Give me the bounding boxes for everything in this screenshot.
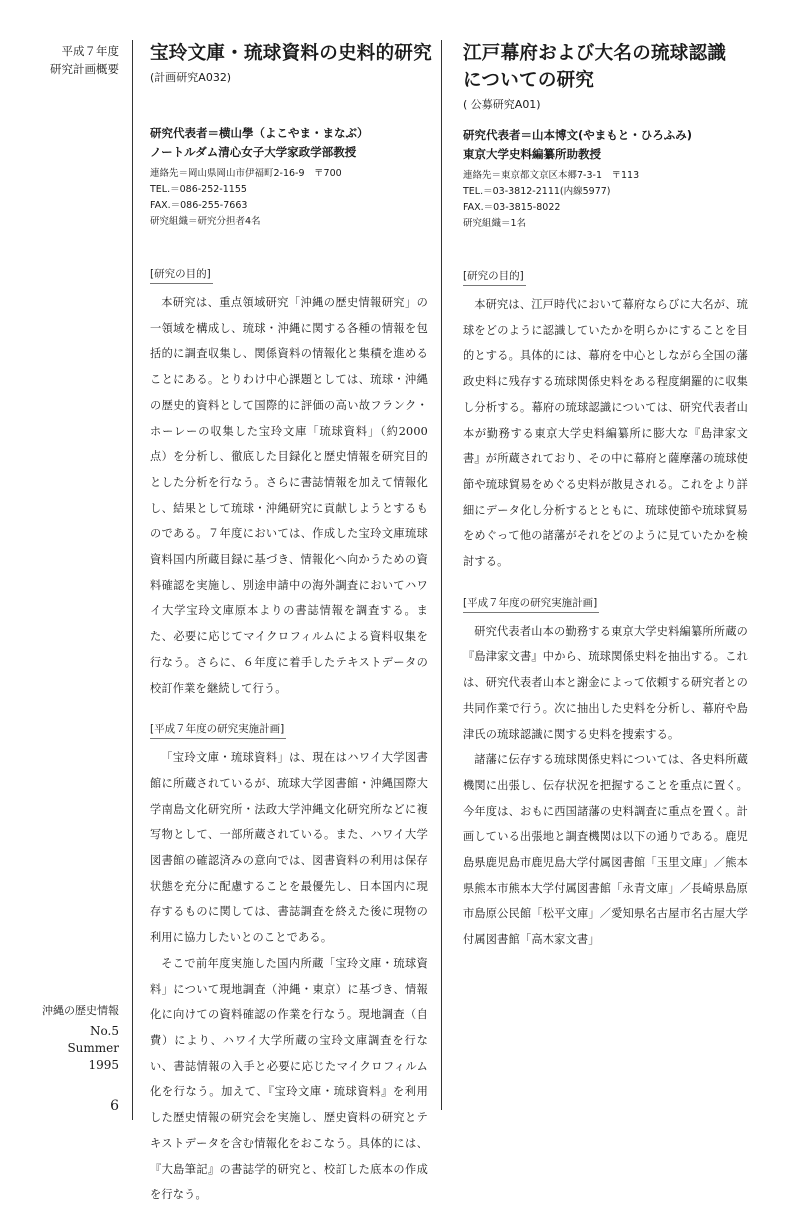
right-article-title [463, 40, 748, 94]
right-contact-address: 連絡先＝東京都文京区本郷7-3-1 〒113 [463, 170, 640, 181]
left-tel: TEL.＝086-252-1155 [150, 184, 247, 195]
issue-year: 1995 [88, 1058, 119, 1072]
left-contact-address: 連絡先＝岡山県岡山市伊福町2-16-9 〒700 [150, 168, 342, 179]
left-section-purpose-heading: [研究の目的] [150, 266, 213, 284]
sidebar-header-year: 平成７年度 [61, 44, 119, 58]
right-section-plan-para2: 諸藩に伝存する琉球関係史料については、各史料所蔵機関に出張し、伝存状況を把握することを重点に置く。今年度は、おもに西国諸藩の史料調査に重点を置く。計画している出張地と調査機関は以下の通りである。鹿児島県鹿児島市鹿児島大学付属図書館「玉里文庫」／熊本県熊本市熊本大学付属図書館「永青文庫」／長崎県島原市島原公民館「松平文庫」／愛知県名古屋市名古屋大学付属図書館「高木家文書」 [463, 753, 748, 947]
left-article [150, 40, 433, 1208]
left-affiliation: ノートルダム清心女子大学家政学部教授 [150, 145, 357, 159]
left-section-purpose-text: 本研究は、重点領域研究「沖縄の歴史情報研究」の一領域を構成し、琉球・沖縄に関する各種の情報を包括的に調査収集し、関係資料の情報化と集積を進めることにある。とりわけ中心課題としては、琉球・沖縄の歴史的資料として国際的に評価の高い故フランク・ホーレーの収集した宝玲文庫「琉球資料」（約2000点）を分析し、徹底した目録化と歴史情報を研究目的とした分析を行なう。さらに書誌情報を加えて情報化し、結果として琉球・沖縄研究に貢献しようとするものである。７年度においては、作成した宝玲文庫琉球資料国内所蔵目録に基づき、情報化へ向かうための資料確認を実施し、別途申請中の海外調査においてハワイ大学宝玲文庫原本よりの書誌情報を調査する。また、必要に応じてマイクロフィルムによる資料収集を行なう。さらに、６年度に着手したテキストデータの校訂作業を継続して行う。 [150, 296, 428, 695]
right-section-plan-para1: 研究代表者山本の勤務する東京大学史料編纂所所蔵の『島津家文書』中から、琉球関係史料を抽出する。これは、研究代表者山本と謝金によって依頼する研究者との共同作業で行う。次に抽出した史料を分析し、幕府や島津氏の琉球認識に関する史料を捜索する。 [463, 624, 748, 741]
issue-number: No.5 [90, 1024, 119, 1038]
left-organization: 研究組織＝研究分担者4名 [150, 216, 261, 227]
right-tel: TEL.＝03-3812-2111(内線5977) [463, 186, 611, 197]
journal-info [0, 1002, 119, 1074]
right-representative: 研究代表者＝山本博文(やまもと・ひろふみ) [463, 128, 693, 142]
sidebar-header-label: 研究計画概要 [50, 62, 119, 76]
right-section-plan-heading: [平成７年度の研究実施計画] [463, 595, 599, 613]
left-contact-block [150, 166, 428, 230]
left-section-plan-para2: そこで前年度実施した国内所蔵「宝玲文庫・琉球資料」について現地調査（沖縄・東京）に基づき、情報化に向けての資料確認の作業を行なう。現地調査（自費）により、ハワイ大学所蔵の宝玲文庫調査を行ない、書誌情報の入手と必要に応じたマイクロフィルム化を行なう。加えて、『宝玲文庫・琉球資料』を利用した歴史情報の研究会を実施し、歴史資料の研究とテキストデータを含む情報化をおこなう。具体的には、『大島筆記』の書誌学的研究と、校訂した底本の作成を行なう。 [150, 956, 428, 1202]
right-affiliation: 東京大学史料編纂所助教授 [463, 147, 601, 161]
right-fax: FAX.＝03-3815-8022 [463, 202, 561, 213]
right-article-subtitle: ( 公募研究A01) [463, 98, 541, 111]
right-section-purpose-text: 本研究は、江戸時代において幕府ならびに大名が、琉球をどのように認識していたかを明らかにすることを目的とする。具体的には、幕府を中心としながら全国の藩政史料に残存する琉球関係史料をある程度網羅的に収集し分析する。幕府の琉球認識については、研究代表者山本が勤務する東京大学史料編纂所に膨大な『島津家文書』が所蔵されており、その中に幕府と薩摩藩の琉球使節や琉球貿易をめぐる史料が散見される。これをより詳細にデータ化し分析するとともに、琉球使節や琉球貿易をめぐって他の諸藩がそれをどのように見ていたかを検討する。 [463, 298, 748, 569]
issue-season: Summer [67, 1041, 119, 1055]
right-article [463, 40, 748, 953]
right-article-title-line2: についての研究 [463, 70, 595, 91]
sidebar-header [0, 42, 119, 78]
left-section-plan-para1: 「宝玲文庫・琉球資料」は、現在はハワイ大学図書館に所蔵されているが、琉球大学図書館・沖縄国際大学南島文化研究所・法政大学沖縄文化研究所などに複写物として、一部所蔵されている。また、ハワイ大学図書館の確認済みの意向では、図書資料の利用は保存状態を充分に配慮することを最優先し、日本国内に現存するものに関しては、書誌調査を終えた後に現物の利用に協力したいとのことである。 [150, 751, 428, 945]
left-section-plan-heading: [平成７年度の研究実施計画] [150, 721, 286, 739]
left-article-title: 宝玲文庫・琉球資料の史料的研究 [150, 43, 433, 64]
right-article-title-line1: 江戸幕府および大名の琉球認識 [463, 43, 727, 64]
right-section-purpose-heading: [研究の目的] [463, 268, 526, 286]
left-article-subtitle: (計画研究A032) [150, 71, 232, 84]
left-fax: FAX.＝086-255-7663 [150, 200, 248, 211]
left-divider [132, 40, 133, 1120]
right-organization: 研究組織＝1名 [463, 218, 527, 229]
column-divider [441, 40, 442, 1110]
right-contact-block [463, 168, 748, 232]
left-representative: 研究代表者＝横山學（よこやま・まなぶ） [150, 126, 369, 140]
page-number: 6 [110, 1098, 119, 1114]
journal-name: 沖縄の歴史情報 [42, 1004, 119, 1017]
